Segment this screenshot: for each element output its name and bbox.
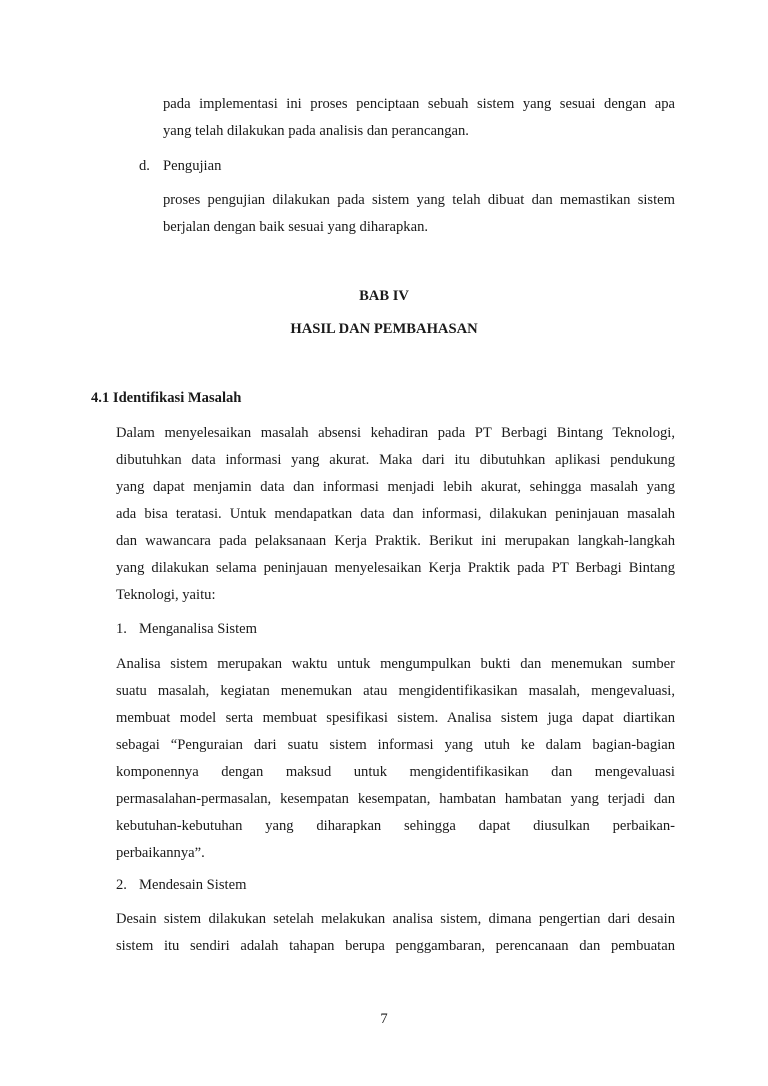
body-text-line: berjalan dengan baik sesuai yang diharapkan. <box>163 219 429 235</box>
body-text-line: yang telah dilakukan pada analisis dan perancangan. <box>163 123 469 139</box>
paragraph-line: perbaikannya”. <box>116 845 205 861</box>
paragraph-line: komponennya dengan maksud untuk mengidentifikasikan dan mengevaluasi <box>116 764 675 780</box>
paragraph-line: permasalahan-permasalan, kesempatan kesempatan, hambatan hambatan yang terjadi dan <box>116 791 675 807</box>
paragraph-line: kebutuhan-kebutuhan yang diharapkan sehingga dapat diusulkan perbaikan- <box>116 818 675 834</box>
paragraph-line: membuat model serta membuat spesifikasi sistem. Analisa sistem juga dapat diartikan <box>116 710 675 726</box>
paragraph-line: suatu masalah, kegiatan menemukan atau mengidentifikasikan masalah, mengevaluasi, <box>116 683 675 699</box>
paragraph-line: dan wawancara pada pelaksanaan Kerja Praktik. Berikut ini merupakan langkah-langkah <box>116 533 675 549</box>
paragraph-line: Analisa sistem merupakan waktu untuk mengumpulkan bukti dan menemukan sumber <box>116 656 675 672</box>
paragraph-line: sebagai “Penguraian dari suatu sistem informasi yang utuh ke dalam bagian-bagian <box>116 737 675 753</box>
paragraph-line: Teknologi, yaitu: <box>116 587 216 603</box>
body-text-line: proses pengujian dilakukan pada sistem yang telah dibuat dan memastikan sistem <box>163 192 675 208</box>
step-marker: 1. <box>116 621 127 637</box>
paragraph-line: yang dapat menjamin data dan informasi menjadi lebih akurat, sehingga masalah yang <box>116 479 675 495</box>
paragraph-line: Dalam menyelesaikan masalah absensi kehadiran pada PT Berbagi Bintang Teknologi, <box>116 425 675 441</box>
list-marker: d. <box>139 158 150 174</box>
step-marker: 2. <box>116 877 127 893</box>
body-text-line: pada implementasi ini proses penciptaan sebuah sistem yang sesuai dengan apa <box>163 96 675 112</box>
paragraph-line: ada bisa teratasi. Untuk mendapatkan data dan informasi, dilakukan peninjauan masalah <box>116 506 675 522</box>
page-number: 7 <box>380 1011 388 1027</box>
chapter-number: BAB IV <box>359 288 409 304</box>
paragraph-line: Desain sistem dilakukan setelah melakukan analisa sistem, dimana pengertian dari desain <box>116 911 675 927</box>
step-title: Mendesain Sistem <box>139 877 247 893</box>
paragraph-line: sistem itu sendiri adalah tahapan berupa penggambaran, perencanaan dan pembuatan <box>116 938 675 954</box>
list-item-title: Pengujian <box>163 158 222 174</box>
chapter-title: HASIL DAN PEMBAHASAN <box>290 321 478 337</box>
step-title: Menganalisa Sistem <box>139 621 257 637</box>
section-heading: 4.1 Identifikasi Masalah <box>91 390 242 406</box>
paragraph-line: dibutuhkan data informasi yang akurat. Maka dari itu dibutuhkan aplikasi pendukung <box>116 452 675 468</box>
paragraph-line: yang dilakukan selama peninjauan menyelesaikan Kerja Praktik pada PT Berbagi Bintang <box>116 560 675 576</box>
